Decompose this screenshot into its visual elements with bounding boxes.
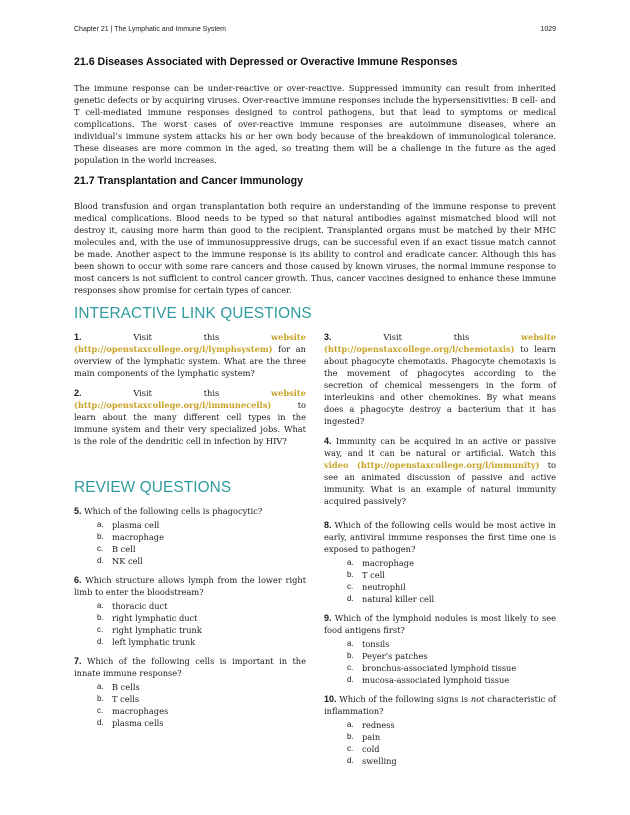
answer-option: c. right lymphatic trunk	[97, 625, 202, 635]
immunecells-link[interactable]: website (http://openstaxcollege.org/l/immunecells)	[74, 388, 306, 410]
page-header	[74, 26, 556, 38]
answer-option: c. cold	[347, 744, 380, 754]
answer-option: a. tonsils	[347, 639, 390, 649]
answer-option: d. mucosa-associated lymphoid tissue	[347, 675, 510, 685]
answer-option: c. macrophages	[97, 706, 169, 716]
chapter-title: Chapter 21 | The Lymphatic and Immune System	[74, 26, 227, 33]
answer-option: a. redness	[347, 720, 395, 730]
answer-option: c. B cell	[97, 544, 136, 554]
answer-option: b. right lymphatic duct	[97, 613, 198, 623]
answer-option: c. neutrophil	[347, 582, 406, 592]
interactive-heading: INTERACTIVE LINK QUESTIONS	[74, 305, 312, 322]
review-question-5-options	[74, 519, 306, 567]
interactive-question-2: 2. Visit this website (http://openstaxcollege.org/l/immunecells) to learn about the many different cell types in the immune system and their very specialized jobs. What is the role of the dendritic cell in infection by HIV?	[74, 388, 306, 446]
answer-option: a. macrophage	[347, 558, 414, 568]
answer-option: d. swelling	[347, 756, 397, 766]
section-21-6-body: The immune response can be under-reactive or over-reactive. Suppressed immunity can result from inherited genetic defects or by acquiring viruses. Over-reactive immune responses include the hypersensitivities: B cell- and T cell-mediated immune responses designed to control pathogens, but that lead to symptoms or medical complications. The worst cases of over-reactive immune responses are autoimmune diseases, where an individual’s immune system attacks his or her own body because of the breakdown of immunological tolerance. These diseases are more common in the aged, so treating them will be a challenge in the future as the aged population in the world increases.	[74, 83, 556, 165]
answer-option: b. macrophage	[97, 532, 164, 542]
answer-option: d. plasma cells	[97, 718, 164, 728]
review-question-6-options	[74, 600, 306, 648]
review-question-8: 8. Which of the following cells would be most active in early, antiviral immune responses the first time one is exposed to pathogen?	[324, 520, 556, 554]
answer-option: b. Peyer’s patches	[347, 651, 428, 661]
page-number: 1029	[540, 26, 556, 33]
answer-option: b. pain	[347, 732, 381, 742]
immunity-video-link[interactable]: video (http://openstaxcollege.org/l/immunity)	[324, 460, 540, 470]
answer-option: b. T cells	[97, 694, 140, 704]
section-21-7-body: Blood transfusion and organ transplantation both require an understanding of the immune response to prevent medical complications. Blood needs to be typed so that natural antibodies against mismatched blood will not destroy it, causing more harm than good to the recipient. Transplanted organs must be matched by their MHC molecules and, with the use of immunosuppressive drugs, can be successful even if an exact tissue match cannot be made. Another aspect to the immune response is its ability to control and eradicate cancer. Although this has been shown to occur with some rare cancers and those caused by known viruses, the normal immune response to most cancers is not sufficient to control cancer growth. Thus, cancer vaccines designed to enhance these immune responses show promise for certain types of cancer.	[74, 201, 556, 295]
interactive-question-3: 3. Visit this website (http://openstaxcollege.org/l/chemotaxis) to learn about phagocyte chemotaxis. Phagocyte chemotaxis is the movement of phagocytes according to the secretion of chemical messengers in the form of interleukins and other chemokines. By what means does a phagocyte destroy a bacterium that it has ingested?	[324, 332, 556, 426]
review-question-5: 5. Which of the following cells is phagocytic?	[74, 506, 263, 516]
interactive-question-1: 1. Visit this website (http://openstaxcollege.org/l/lymphsystem) for an overview of the lymphatic system. What are the three main components of the lymphatic system?	[74, 332, 306, 378]
answer-option: d. natural killer cell	[347, 594, 435, 604]
answer-option: a. thoracic duct	[97, 601, 168, 611]
review-question-8-options	[324, 557, 556, 605]
page-content	[74, 56, 556, 766]
lymphsystem-link[interactable]: website (http://openstaxcollege.org/l/lymphsystem)	[74, 332, 306, 354]
review-question-9: 9. Which of the lymphoid nodules is most likely to see food antigens first?	[324, 613, 556, 635]
answer-option: a. B cells	[97, 682, 140, 692]
review-heading: REVIEW QUESTIONS	[74, 479, 232, 496]
review-question-10-options	[324, 719, 556, 767]
review-question-7: 7. Which of the following cells is important in the innate immune response?	[74, 656, 306, 678]
review-right-column	[324, 519, 556, 774]
answer-option: b. T cell	[347, 570, 385, 580]
review-left-column	[74, 505, 306, 736]
answer-option: d. left lymphatic trunk	[97, 637, 196, 647]
review-question-6: 6. Which structure allows lymph from the lower right limb to enter the bloodstream?	[74, 575, 307, 597]
interactive-right-column	[324, 331, 556, 515]
section-21-6-title: 21.6 Diseases Associated with Depressed or Overactive Immune Responses	[74, 56, 458, 68]
answer-option: c. bronchus-associated lymphoid tissue	[347, 663, 517, 673]
answer-option: a. plasma cell	[97, 520, 160, 530]
review-question-10: 10. Which of the following signs is not characteristic of inflammation?	[324, 694, 556, 716]
review-question-9-options	[324, 638, 556, 686]
review-question-7-options	[74, 681, 306, 729]
interactive-question-4: 4. Immunity can be acquired in an active or passive way, and it can be natural or artificial. Watch this video (http://openstaxcollege.org/l/immunity) to see an animated discussion of passive and active immunity. What is an example of natural immunity acquired passively?	[324, 436, 556, 506]
section-21-7-title: 21.7 Transplantation and Cancer Immunology	[74, 175, 303, 187]
chemotaxis-link[interactable]: website (http://openstaxcollege.org/l/chemotaxis)	[324, 332, 556, 354]
answer-option: d. NK cell	[97, 556, 143, 566]
interactive-left-column	[74, 331, 306, 455]
